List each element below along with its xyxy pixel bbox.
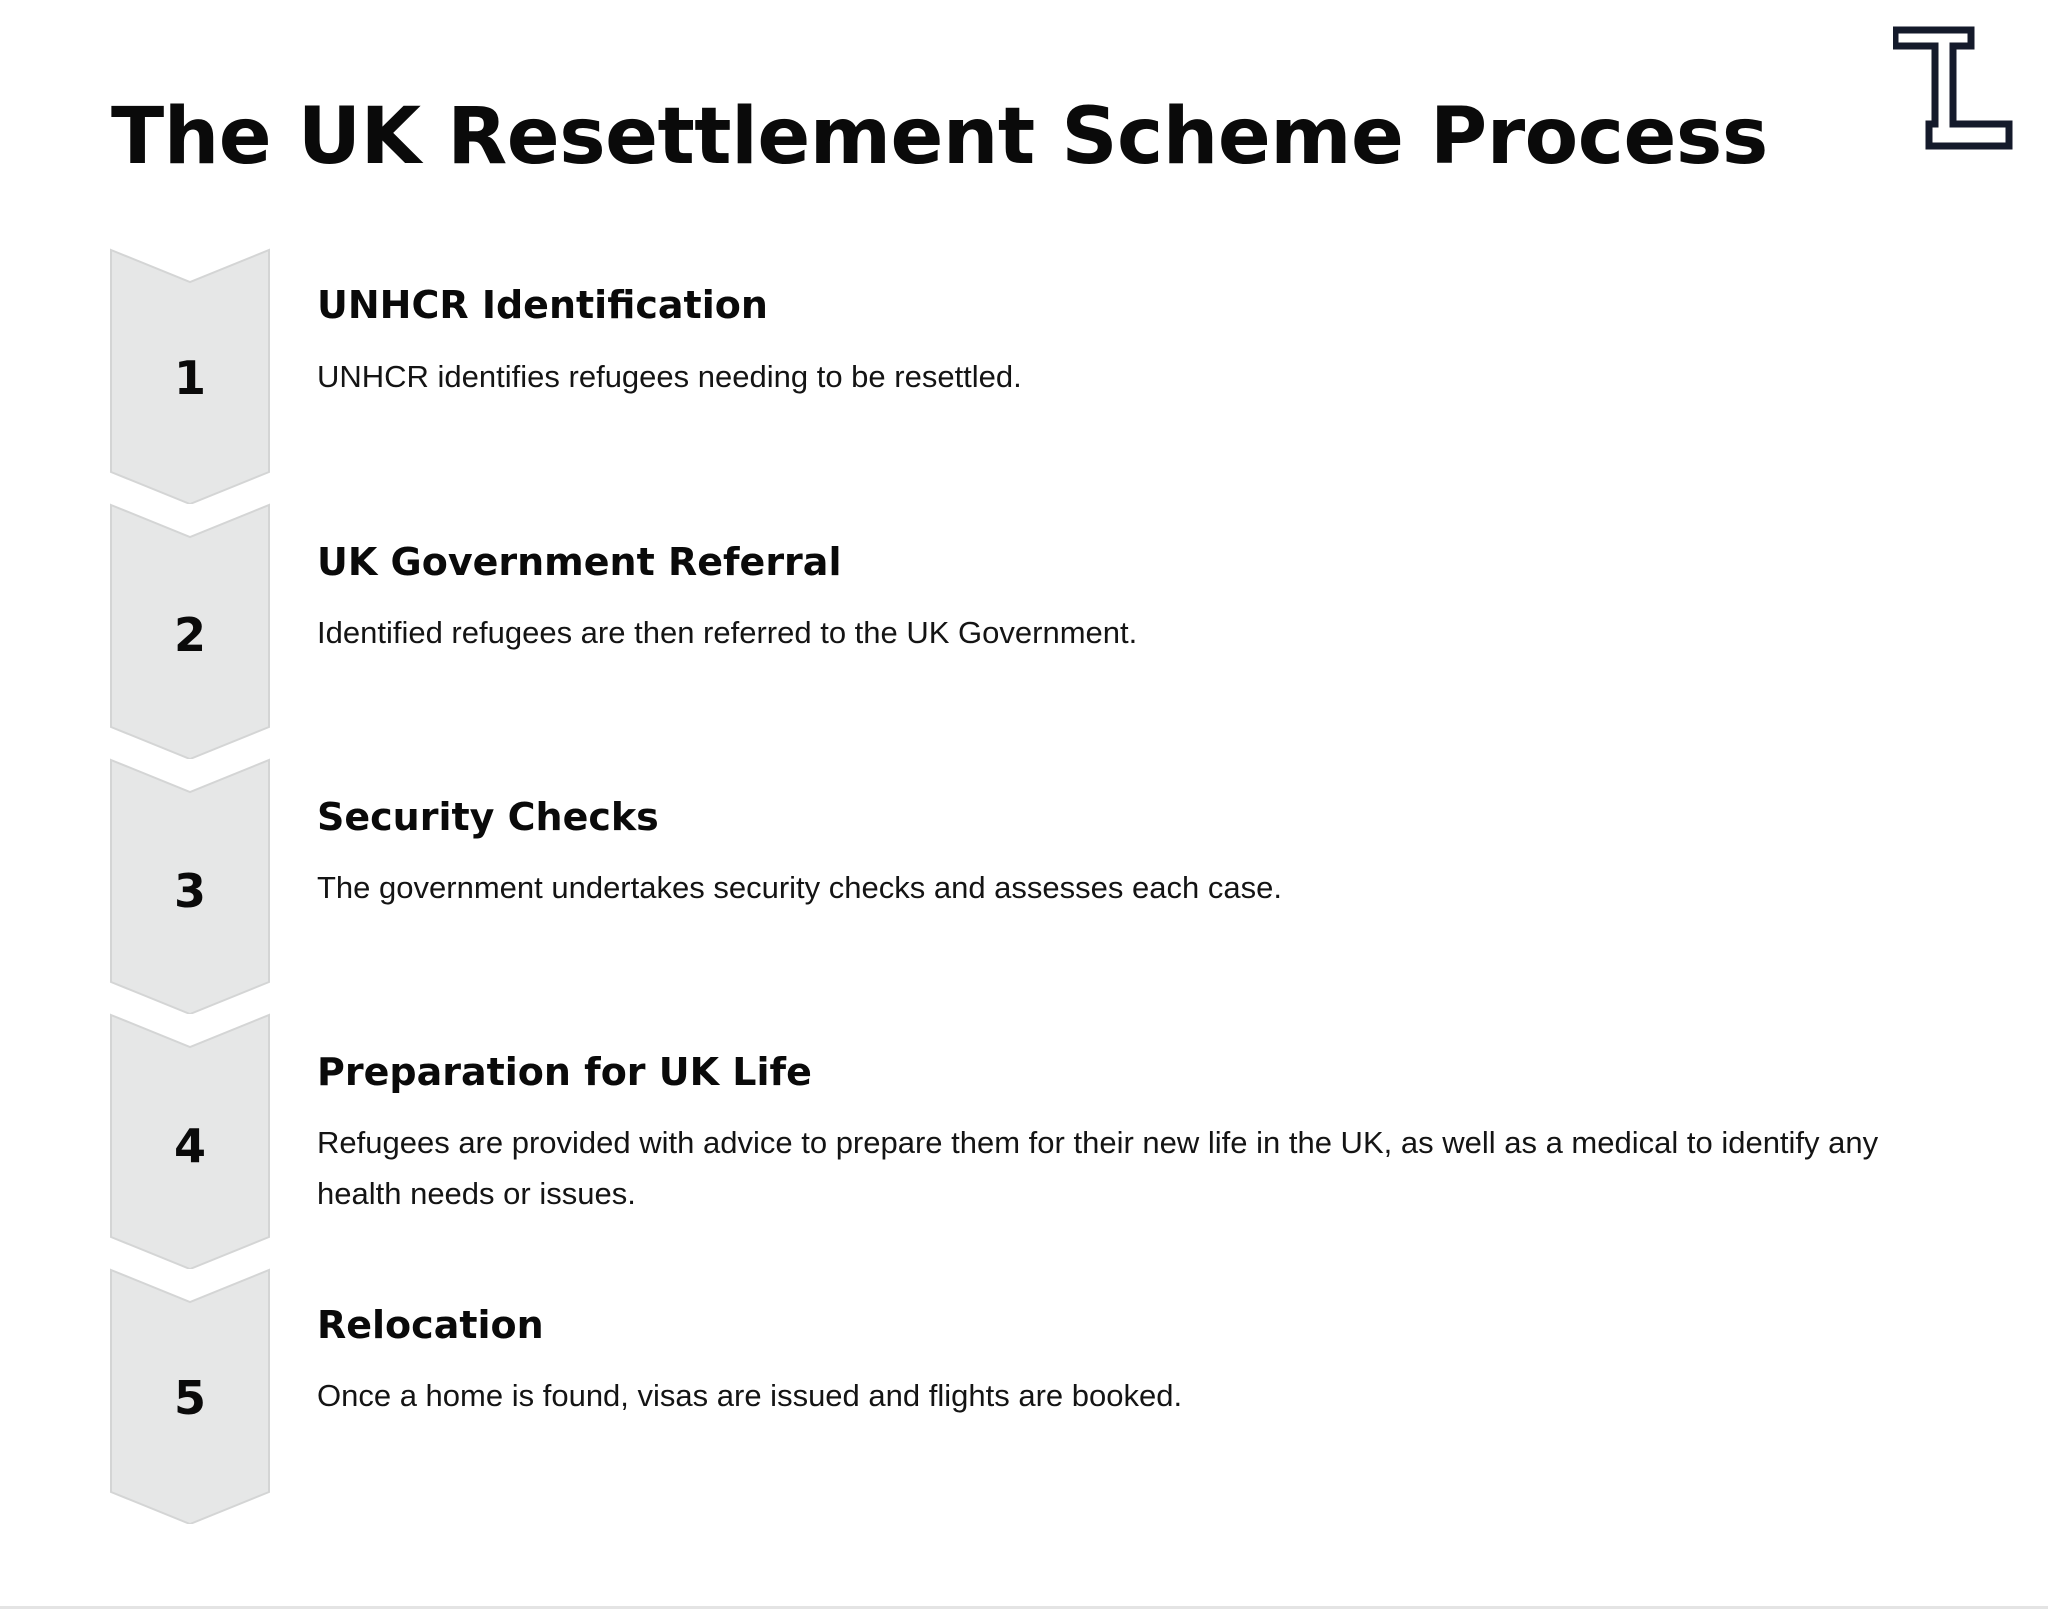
- step-description: Once a home is found, visas are issued and flights are booked.: [317, 1378, 1183, 1413]
- step-heading: UNHCR Identification: [317, 283, 768, 327]
- step-1: [0, 248, 2048, 503]
- step-number: 4: [173, 1119, 206, 1173]
- step-description: Refugees are provided with advice to prepare them for their new life in the UK, as well as a medical to identify any health needs or issues.: [317, 1125, 1879, 1211]
- step-heading: Relocation: [317, 1303, 544, 1347]
- step-4: [0, 1013, 2048, 1268]
- step-2: [0, 503, 2048, 758]
- step-number: 5: [173, 1371, 206, 1425]
- step-number: 1: [173, 351, 206, 405]
- step-3: [0, 758, 2048, 1013]
- step-5: [0, 1268, 2048, 1523]
- step-number: 3: [173, 864, 206, 918]
- page-title: The UK Resettlement Scheme Process: [111, 92, 1768, 182]
- step-heading: UK Government Referral: [317, 540, 842, 584]
- step-heading: Security Checks: [317, 795, 659, 839]
- step-description: The government undertakes security checks and assesses each case.: [317, 870, 1282, 905]
- step-number: 2: [173, 608, 206, 662]
- step-description: Identified refugees are then referred to the UK Government.: [317, 615, 1138, 650]
- step-heading: Preparation for UK Life: [317, 1050, 812, 1094]
- step-description: UNHCR identifies refugees needing to be resettled.: [317, 359, 1022, 394]
